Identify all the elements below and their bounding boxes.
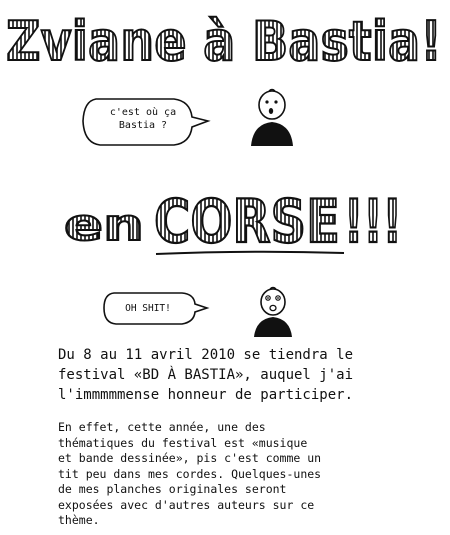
paragraph-2-line: exposées avec d'autres auteurs sur ce — [58, 497, 315, 512]
paragraph-2-line: de mes planches originales seront — [58, 482, 287, 496]
paragraph-2-line: thématiques du festival est «musique — [58, 435, 308, 450]
character-1-illustration — [245, 88, 305, 158]
paragraph-2-line: En effet, cette année, une des — [58, 420, 266, 434]
bubble-1-line-1: c'est où ça — [109, 107, 177, 118]
paragraph-1 — [58, 345, 388, 405]
character-2-illustration — [248, 285, 303, 340]
title-lettering — [0, 0, 450, 75]
paragraph-2 — [58, 420, 418, 529]
headline-en: en — [64, 200, 144, 251]
headline-exclamations: !!! — [344, 187, 402, 257]
paragraph-2-line: thème. — [58, 513, 100, 527]
paragraph-1-line: Du 8 au 11 avril 2010 se tiendra le — [58, 347, 354, 363]
bubble-2-text: OH SHIT! — [125, 303, 171, 314]
headline-lettering — [60, 178, 410, 263]
paragraph-1-line: festival «BD À BASTIA», auquel j'ai — [58, 367, 354, 383]
paragraph-2-line: tit peu dans mes cordes. Quelques-unes — [58, 466, 322, 481]
bubble-1-line-2: Bastia ? — [118, 120, 168, 131]
bubble-1-text — [88, 106, 198, 132]
paragraph-2-line: et bande dessinée», pis c'est comme un — [58, 451, 322, 465]
paragraph-1-line: l'immmmmense honneur de participer. — [58, 387, 354, 403]
page-title: Zviane à Bastia! — [6, 10, 442, 73]
headline-corse: CORSE — [154, 187, 340, 257]
